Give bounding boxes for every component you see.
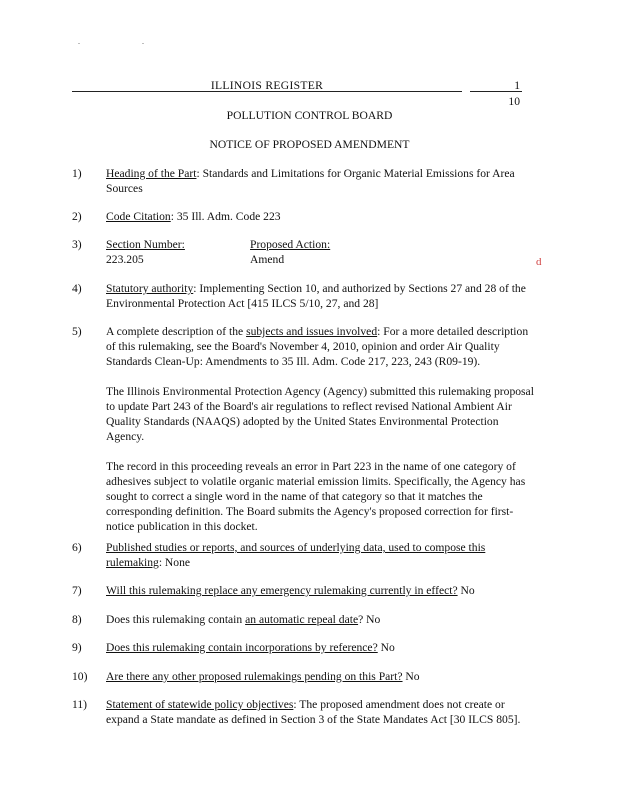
item-text: No (457, 584, 475, 597)
item-text: : The proposed amendment does not create or expand a State mandate as defined in Section 3 of the State Mandates Act [30 ILCS 805]. (106, 698, 521, 726)
item-text: : Standards and Limitations for Organic Material Emissions for Area Sources (106, 167, 515, 195)
page-total: 10 (508, 95, 520, 108)
item-number: 6) (72, 541, 82, 554)
item-policy-objectives (106, 697, 536, 727)
item-text: : For a more detailed description of this rulemaking, see the Board's November 4, 2010, opinion and order Air Quality Standards Clean-Up: Amendments to 35 Ill. Adm. Code 217, 223, 243 (R09-19). (106, 325, 529, 368)
item-number: 4) (72, 282, 82, 295)
item-published-studies (106, 540, 536, 570)
item-label: an automatic repeal date (245, 613, 359, 626)
section-number-label: Section Number: (106, 238, 185, 251)
item-text: ? No (358, 613, 381, 626)
stray-mark: d (536, 256, 542, 268)
item-emergency-rulemaking (106, 583, 536, 598)
page-rule (470, 91, 522, 92)
item-text: No (377, 641, 395, 654)
notice-title: NOTICE OF PROPOSED AMENDMENT (209, 138, 410, 151)
item-incorporations (106, 640, 536, 655)
item-pending-rulemakings (106, 669, 536, 684)
item-label: Will this rulemaking replace any emergency rulemaking currently in effect? (106, 584, 458, 597)
item-label: Published studies or reports, and sources of underlying data, used to compose this rulemaking (106, 541, 486, 569)
item-description (106, 324, 536, 534)
item-text: : Implementing Section 10, and authorized by Sections 27 and 28 of the Environmental Protection Act [415 ILCS 5/10, 27, and 28] (106, 282, 526, 310)
proposed-action-label: Proposed Action: (250, 238, 331, 251)
item-label: Heading of the Part (106, 167, 197, 180)
item-heading-of-part (106, 166, 536, 196)
description-paragraph: The record in this proceeding reveals an error in Part 223 in the name of one category of adhesives subject to volatile organic material emission limits. Specifically, the Agency has sought to correct a single word in the name of that category so that it matches the corresponding definition. The Board submits the Agency's proposed correction for first-notice publication in this docket. (106, 460, 526, 533)
item-label: Statutory authority (106, 282, 194, 295)
item-label: subjects and issues involved (246, 325, 378, 338)
section-number-value: 223.205 (106, 253, 144, 266)
item-number: 2) (72, 210, 82, 223)
register-title: ILLINOIS REGISTER (210, 79, 324, 92)
item-text: : None (158, 556, 191, 569)
description-paragraph: The Illinois Environmental Protection Agency (Agency) submitted this rulemaking proposal to update Part 243 of the Board's air regulations to reflect revised National Ambient Air Quality Standards (NAAQS) adopted by the United States Environmental Protection Agency. (106, 385, 534, 443)
item-number: 10) (72, 670, 88, 683)
item-number: 11) (72, 698, 88, 711)
item-text: : 35 Ill. Adm. Code 223 (170, 210, 281, 223)
item-statutory-authority (106, 281, 536, 311)
item-number: 7) (72, 584, 82, 597)
item-number: 5) (72, 325, 82, 338)
item-repeal-date (106, 612, 536, 627)
scan-specks: . . (78, 37, 174, 46)
item-label: Code Citation (106, 210, 171, 223)
item-number: 1) (72, 167, 82, 180)
agency-title: POLLUTION CONTROL BOARD (226, 109, 393, 122)
page-number: 1 (514, 79, 520, 92)
item-lead: Does this rulemaking contain (106, 613, 246, 626)
header-rule (72, 91, 462, 92)
item-number: 9) (72, 641, 82, 654)
item-number: 3) (72, 238, 82, 251)
item-lead: A complete description of the (106, 325, 247, 338)
item-number: 8) (72, 613, 82, 626)
item-code-citation (106, 209, 536, 224)
item-label: Does this rulemaking contain incorporations by reference? (106, 641, 378, 654)
item-text: No (402, 670, 420, 683)
item-label: Are there any other proposed rulemakings pending on this Part? (106, 670, 403, 683)
item-label: Statement of statewide policy objectives (106, 698, 294, 711)
proposed-action-value: Amend (250, 253, 285, 266)
